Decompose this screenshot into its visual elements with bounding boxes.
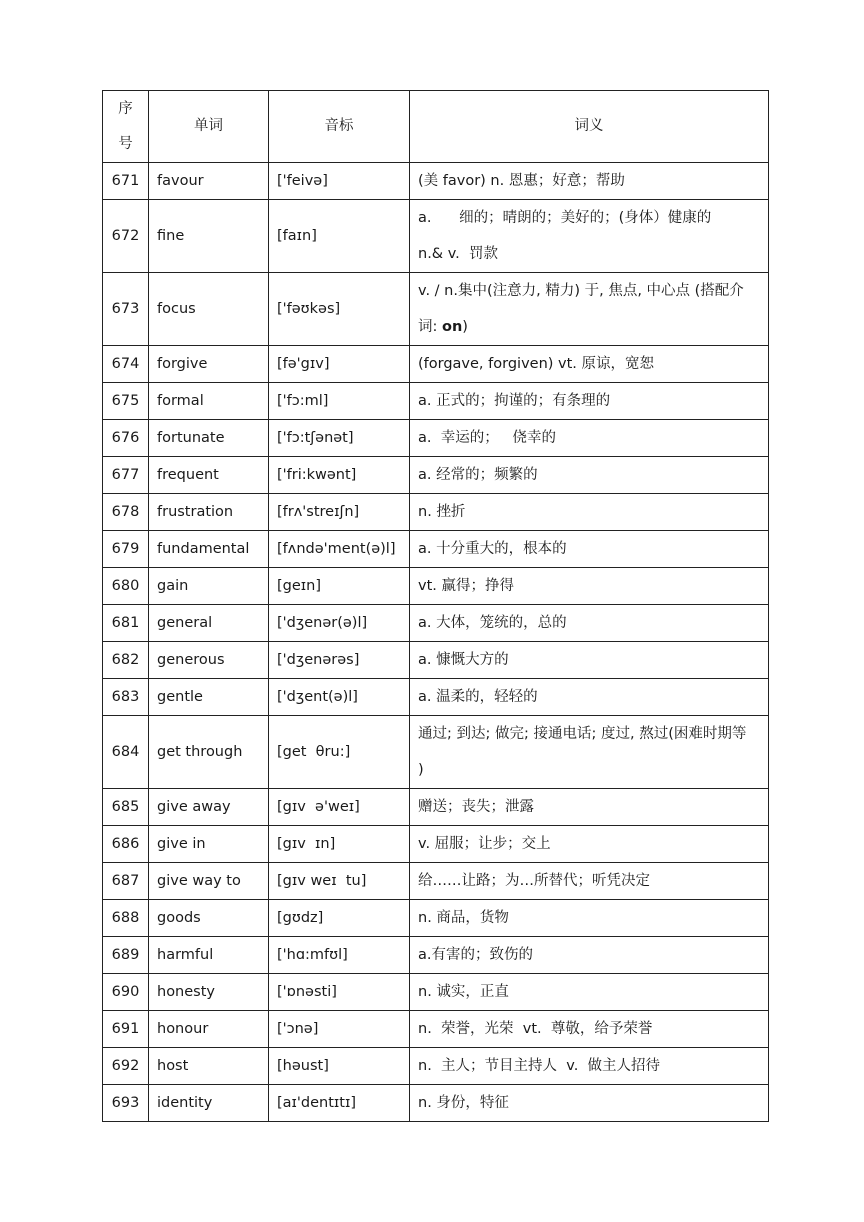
table-row [103,863,769,900]
table-row [103,605,769,642]
row-number: 684 [103,716,149,789]
table-row [103,1048,769,1085]
row-number: 672 [103,200,149,273]
row-number: 681 [103,605,149,642]
row-number: 675 [103,383,149,420]
table-row [103,273,769,346]
row-meaning: (forgave, forgiven) vt. 原谅，宽恕 [410,346,769,383]
table-row [103,679,769,716]
row-phonetic: [gʊdz] [269,900,410,937]
table-row [103,974,769,1011]
row-phonetic: ['dʒenər(ə)l] [269,605,410,642]
header-phonetic: 音标 [269,91,410,163]
row-phonetic: ['dʒent(ə)l] [269,679,410,716]
row-word: general [149,605,269,642]
row-meaning-line2-suffix: ) [462,319,468,335]
table-row [103,789,769,826]
row-meaning-line2-prefix: 词: [418,319,442,335]
row-meaning: v. 屈服；让步；交上 [410,826,769,863]
row-word: identity [149,1085,269,1122]
row-phonetic: ['fɔ:ml] [269,383,410,420]
row-phonetic: ['ɔnə] [269,1011,410,1048]
row-meaning: a. 经常的；频繁的 [410,457,769,494]
table-row [103,383,769,420]
row-meaning: n. 荣誉，光荣 vt. 尊敬，给予荣誉 [410,1011,769,1048]
row-number: 686 [103,826,149,863]
row-phonetic: [gɪv weɪ tu] [269,863,410,900]
row-number: 682 [103,642,149,679]
row-meaning-line1: 通过; 到达; 做完; 接通电话; 度过, 熬过(困难时期等 [418,726,747,742]
row-number: 690 [103,974,149,1011]
row-meaning: n. 诚实，正直 [410,974,769,1011]
row-meaning-line2-bold: on [442,319,463,335]
row-number: 683 [103,679,149,716]
row-meaning: a. 十分重大的，根本的 [410,531,769,568]
row-phonetic: [aɪ'dentɪtɪ] [269,1085,410,1122]
row-word: fine [149,200,269,273]
row-phonetic: ['ɒnəsti] [269,974,410,1011]
table-row [103,642,769,679]
row-meaning-line1: v. / n.集中(注意力, 精力) 于, 焦点, 中心点 (搭配介 [418,283,744,299]
row-number: 679 [103,531,149,568]
row-number: 674 [103,346,149,383]
table-row [103,494,769,531]
row-meaning: vt. 赢得；挣得 [410,568,769,605]
row-meaning: a.有害的；致伤的 [410,937,769,974]
row-word: harmful [149,937,269,974]
row-phonetic: [gɪv ə'weɪ] [269,789,410,826]
row-phonetic: [frʌ'streɪʃn] [269,494,410,531]
row-number: 685 [103,789,149,826]
table-row [103,346,769,383]
row-word: generous [149,642,269,679]
row-number: 680 [103,568,149,605]
row-number: 688 [103,900,149,937]
row-word: gentle [149,679,269,716]
row-phonetic: ['dʒenərəs] [269,642,410,679]
row-phonetic: [həust] [269,1048,410,1085]
row-meaning: a. 幸运的； 侥幸的 [410,420,769,457]
table-row [103,1011,769,1048]
row-word: gain [149,568,269,605]
row-word: give away [149,789,269,826]
row-number: 671 [103,163,149,200]
vocabulary-table [102,90,769,1122]
table-row [103,937,769,974]
row-phonetic: [geɪn] [269,568,410,605]
table-row [103,716,769,789]
row-number: 691 [103,1011,149,1048]
row-meaning: a. 正式的；拘谨的；有条理的 [410,383,769,420]
row-meaning: n. 挫折 [410,494,769,531]
header-meaning: 词义 [410,91,769,163]
row-number: 678 [103,494,149,531]
row-phonetic: ['fri:kwənt] [269,457,410,494]
row-number: 693 [103,1085,149,1122]
row-meaning: 赠送；丧失；泄露 [410,789,769,826]
table-row [103,531,769,568]
row-number: 673 [103,273,149,346]
row-number: 692 [103,1048,149,1085]
row-phonetic: ['feivə] [269,163,410,200]
row-word: focus [149,273,269,346]
row-number: 687 [103,863,149,900]
row-word: host [149,1048,269,1085]
row-meaning-line2: ) [418,762,424,778]
row-word: honesty [149,974,269,1011]
row-word: get through [149,716,269,789]
table-row [103,420,769,457]
table-row [103,163,769,200]
row-meaning [410,716,769,789]
row-meaning: a. 温柔的，轻轻的 [410,679,769,716]
table-row [103,568,769,605]
row-phonetic: [fə'gɪv] [269,346,410,383]
row-word: honour [149,1011,269,1048]
row-meaning: n. 商品，货物 [410,900,769,937]
row-number: 677 [103,457,149,494]
table-row [103,900,769,937]
row-word: frustration [149,494,269,531]
row-meaning: a. 慷慨大方的 [410,642,769,679]
row-phonetic: [faɪn] [269,200,410,273]
row-meaning: n. 主人；节目主持人 v. 做主人招待 [410,1048,769,1085]
header-seq-line1: 序 [118,100,133,117]
row-word: give way to [149,863,269,900]
row-meaning: 给……让路；为…所替代；听凭决定 [410,863,769,900]
row-phonetic: ['hɑ:mfʊl] [269,937,410,974]
table-header-row [103,91,769,163]
header-word: 单词 [149,91,269,163]
row-word: favour [149,163,269,200]
row-phonetic: ['fɔ:tʃənət] [269,420,410,457]
row-phonetic: [gɪv ɪn] [269,826,410,863]
table-row [103,200,769,273]
row-word: give in [149,826,269,863]
header-seq-line2: 号 [118,135,133,152]
row-word: forgive [149,346,269,383]
row-meaning: (美 favor) n. 恩惠；好意；帮助 [410,163,769,200]
table-row [103,826,769,863]
row-phonetic: [fʌndə'ment(ə)l] [269,531,410,568]
row-phonetic: [get θru:] [269,716,410,789]
row-word: fundamental [149,531,269,568]
row-word: fortunate [149,420,269,457]
row-meaning-line2: n.& v. 罚款 [418,246,498,262]
row-meaning: n. 身份，特征 [410,1085,769,1122]
table-row [103,1085,769,1122]
row-word: frequent [149,457,269,494]
row-phonetic: ['fəʊkəs] [269,273,410,346]
row-meaning-line1: a. 细的；晴朗的；美好的；(身体）健康的 [418,210,712,226]
table-row [103,457,769,494]
row-number: 689 [103,937,149,974]
row-meaning: a. 大体，笼统的，总的 [410,605,769,642]
row-meaning [410,200,769,273]
row-word: formal [149,383,269,420]
row-number: 676 [103,420,149,457]
row-meaning [410,273,769,346]
row-word: goods [149,900,269,937]
header-seq [103,91,149,163]
